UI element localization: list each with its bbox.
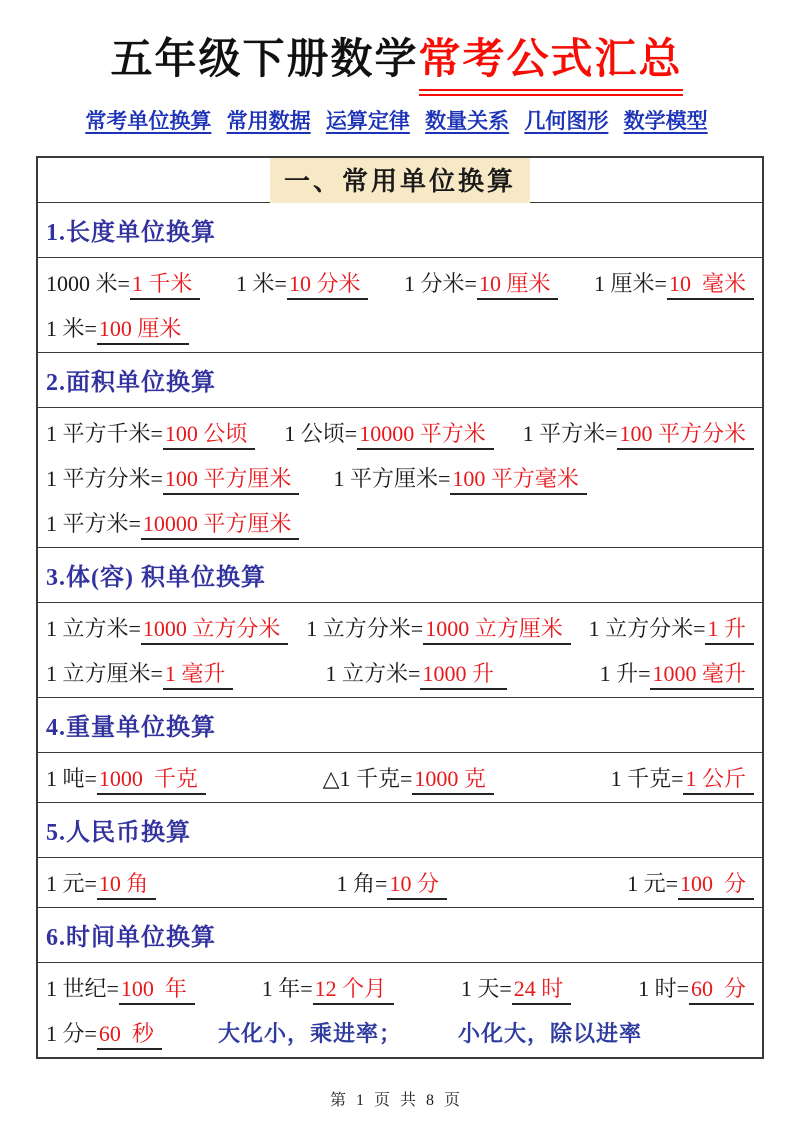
formula-label: 1 世纪= (46, 976, 119, 1001)
formula-item (627, 867, 754, 898)
formula-value: 10 分米 (287, 271, 369, 300)
formula-line (46, 500, 754, 545)
formula-value: 1 千米 (130, 271, 201, 300)
formula-line (46, 305, 754, 350)
note-text: 大化小，乘进率； (217, 1021, 402, 1046)
formula-label: 1 米= (236, 271, 287, 296)
formula-item (523, 417, 754, 448)
formula-value: 10 分 (387, 871, 447, 900)
formula-item (337, 867, 447, 898)
formula-item (589, 612, 754, 643)
formula-value: 1000 立方分米 (141, 616, 289, 645)
formula-item (404, 267, 558, 298)
section-title: 6.时间单位换算 (38, 907, 762, 962)
formula-table (36, 156, 764, 1059)
formula-value: 1 升 (705, 616, 754, 645)
formula-label: 1 分米= (404, 271, 477, 296)
formula-item (46, 267, 200, 298)
formula-row (38, 257, 762, 352)
table-header-highlight: 一、常用单位换算 (270, 158, 530, 203)
formula-item (46, 972, 195, 1003)
formula-value: 1000 立方厘米 (423, 616, 571, 645)
formula-value: 60 分 (689, 976, 754, 1005)
formula-label: 1 平方千米= (46, 421, 163, 446)
formula-row (38, 407, 762, 547)
formula-value: 1000 毫升 (650, 661, 754, 690)
formula-label: 1 天= (460, 976, 512, 1001)
formula-item (284, 417, 493, 448)
formula-label: 1 分= (46, 1021, 97, 1046)
formula-item (46, 657, 233, 688)
nav-links (0, 105, 793, 135)
formula-label: 1 立方厘米= (46, 661, 163, 686)
formula-item (46, 762, 206, 793)
formula-label: 1 时= (638, 976, 689, 1001)
formula-item (333, 462, 586, 493)
formula-item (600, 657, 754, 688)
formula-value: 100 年 (119, 976, 195, 1005)
formula-label: 1 吨= (46, 766, 97, 791)
formula-value: 100 平方分米 (617, 421, 754, 450)
formula-row (38, 602, 762, 697)
formula-label: 1 千克= (610, 766, 684, 791)
formula-row (38, 752, 762, 802)
formula-label: 1 立方米= (325, 661, 421, 686)
formula-line (46, 965, 754, 1010)
formula-line (46, 755, 754, 800)
formula-value: 60 秒 (97, 1021, 162, 1050)
formula-item (46, 507, 299, 538)
formula-label: 1 平方分米= (46, 466, 163, 491)
formula-line (46, 1010, 754, 1055)
formula-value: 10000 平方厘米 (141, 511, 300, 540)
formula-line (46, 260, 754, 305)
nav-link-common-data[interactable]: 常用数据 (226, 109, 311, 133)
nav-link-geometry[interactable]: 几何图形 (524, 109, 609, 133)
formula-item (262, 972, 394, 1003)
formula-value: 10 毫米 (667, 271, 754, 300)
page-footer: 第 1 页 共 8 页 (329, 1092, 463, 1109)
formula-label: 1 元= (627, 871, 678, 896)
formula-value: 1 毫升 (163, 661, 234, 690)
formula-item (326, 657, 508, 688)
formula-item (46, 312, 189, 343)
formula-line (46, 650, 754, 695)
formula-label: 1 元= (46, 871, 97, 896)
formula-label: 1 厘米= (594, 271, 667, 296)
formula-label: 1 米= (46, 316, 97, 341)
formula-item (323, 762, 494, 793)
formula-value: 12 个月 (313, 976, 395, 1005)
formula-label: 1 立方米= (46, 616, 141, 641)
formula-value: 24 时 (512, 976, 572, 1005)
formula-value: 10000 平方米 (357, 421, 494, 450)
formula-item (236, 267, 368, 298)
formula-label: 1 立方分米= (306, 616, 424, 641)
formula-row (38, 857, 762, 907)
table-header (38, 158, 762, 202)
formula-value: 100 平方厘米 (163, 466, 300, 495)
formula-label: 1 升= (599, 661, 651, 686)
title-main: 五年级下册数学 (110, 37, 419, 83)
formula-value: 1000 克 (412, 766, 494, 795)
section-title: 5.人民币换算 (38, 802, 762, 857)
formula-label: 1 立方分米= (588, 616, 706, 641)
nav-link-operation-laws[interactable]: 运算定律 (325, 109, 410, 133)
formula-item (611, 762, 754, 793)
note-text: 小化大，除以进率 (457, 1021, 642, 1046)
formula-line (46, 410, 754, 455)
formula-line (46, 860, 754, 905)
formula-label: 1 角= (336, 871, 388, 896)
formula-item (46, 867, 156, 898)
nav-link-unit-conversion[interactable]: 常考单位换算 (85, 109, 212, 133)
formula-line (46, 455, 754, 500)
formula-label: 1 公顷= (284, 421, 358, 446)
formula-label: 1 平方米= (46, 511, 141, 536)
formula-item (46, 417, 255, 448)
formula-value: 1 公斤 (683, 766, 754, 795)
section-title: 2.面积单位换算 (38, 352, 762, 407)
formula-value: 10 厘米 (477, 271, 559, 300)
formula-label: △1 千克= (322, 766, 413, 791)
formula-label: 1000 米= (46, 271, 130, 296)
formula-item (46, 1017, 162, 1048)
formula-line (46, 605, 754, 650)
section-title: 4.重量单位换算 (38, 697, 762, 752)
formula-label: 1 年= (261, 976, 313, 1001)
section-title: 1.长度单位换算 (38, 202, 762, 257)
formula-value: 100 平方毫米 (450, 466, 587, 495)
formula-value: 1000 升 (420, 661, 507, 690)
formula-item (461, 972, 571, 1003)
formula-item (46, 612, 288, 643)
formula-label: 1 平方米= (522, 421, 618, 446)
page-title (0, 26, 793, 96)
nav-link-math-models[interactable]: 数学模型 (623, 109, 708, 133)
formula-value: 100 分 (678, 871, 754, 900)
title-highlight: 常考公式汇总 (419, 26, 683, 96)
formula-value: 100 厘米 (97, 316, 190, 345)
formula-value: 1000 千克 (97, 766, 206, 795)
formula-label: 1 平方厘米= (333, 466, 451, 491)
formula-value: 100 公顷 (163, 421, 256, 450)
formula-value: 10 角 (97, 871, 157, 900)
section-title: 3.体(容) 积单位换算 (38, 547, 762, 602)
nav-link-quantity-relations[interactable]: 数量关系 (425, 109, 510, 133)
formula-row (38, 962, 762, 1057)
formula-item (306, 612, 570, 643)
formula-item (594, 267, 754, 298)
formula-item (638, 972, 754, 1003)
formula-item (46, 462, 299, 493)
